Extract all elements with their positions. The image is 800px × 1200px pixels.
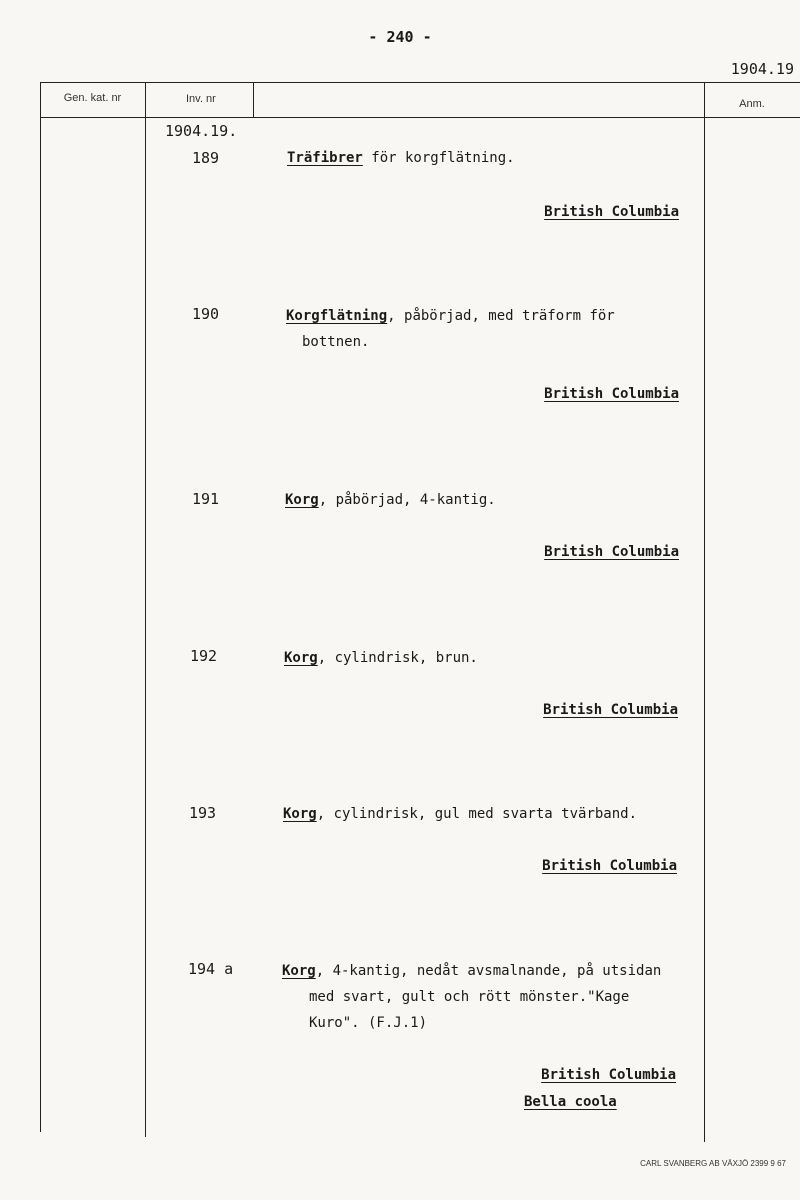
left-border <box>40 82 41 1132</box>
column-header-anm: Anm. <box>739 98 765 110</box>
entry-title: Träfibrer <box>287 150 363 166</box>
entry-description <box>283 801 637 827</box>
inv-number: 194 a <box>188 960 234 978</box>
entry-text: , 4-kantig, nedåt avsmalnande, på utsidan <box>315 963 662 979</box>
entry-description <box>287 145 515 171</box>
entry-continuation: Kuro". (F.J.1) <box>309 1015 428 1031</box>
entry-place: British Columbia <box>541 1067 676 1083</box>
inv-number: 189 <box>192 149 220 167</box>
inv-number: 190 <box>192 305 220 323</box>
entry-title: Korg <box>285 492 319 508</box>
entry-place: British Columbia <box>542 858 677 874</box>
entry-description <box>286 303 615 329</box>
entry-text: , påbörjad, med träform för <box>387 308 615 324</box>
entry-place: British Columbia <box>544 544 679 560</box>
series-label: 1904.19. <box>165 122 238 140</box>
page-number: - 240 - <box>368 28 432 46</box>
column-header-gen-kat: Gen. kat. nr <box>63 92 122 104</box>
header-bottom-rule <box>40 117 800 118</box>
col-divider-2 <box>253 82 254 117</box>
entry-place: British Columbia <box>544 386 679 402</box>
entry-continuation: med svart, gult och rött mönster."Kage <box>309 989 630 1005</box>
entry-text: för korgflätning. <box>362 150 515 166</box>
entry-text: , cylindrisk, brun. <box>317 650 478 666</box>
col-divider-3 <box>704 82 705 1142</box>
accession-header: 1904.19 <box>730 60 794 78</box>
entry-text: , påbörjad, 4-kantig. <box>318 492 496 508</box>
entry-description <box>282 958 661 984</box>
entry-place: British Columbia <box>544 204 679 220</box>
entry-description <box>285 487 496 513</box>
entry-title: Korg <box>284 650 318 666</box>
entry-title: Korg <box>283 806 317 822</box>
column-header-inv: Inv. nr <box>186 93 216 105</box>
entry-title: Korg <box>282 963 316 979</box>
entry-place: Bella coola <box>524 1094 617 1110</box>
table-top-rule <box>40 82 800 83</box>
entry-title: Korgflätning <box>286 308 388 324</box>
entry-place: British Columbia <box>543 702 678 718</box>
inv-number: 191 <box>192 490 220 508</box>
entry-continuation: bottnen. <box>302 334 370 350</box>
inv-number: 192 <box>190 647 218 665</box>
col-divider-1 <box>145 82 146 1137</box>
entry-description <box>284 645 478 671</box>
printer-imprint: CARL SVANBERG AB VÄXJÖ 2399 9 67 <box>640 1159 786 1168</box>
inv-number: 193 <box>189 804 217 822</box>
entry-text: , cylindrisk, gul med svarta tvärband. <box>316 806 638 822</box>
